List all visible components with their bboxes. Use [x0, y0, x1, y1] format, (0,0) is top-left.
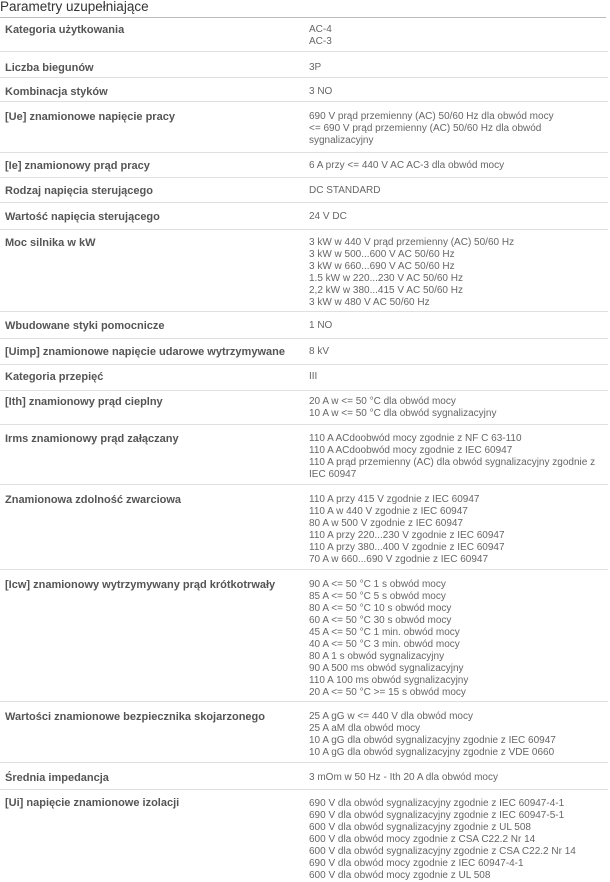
param-row-ie	[0, 154, 608, 178]
param-value: 600 V dla obwód sygnalizacyjny zgodnie z UL 508	[309, 822, 531, 833]
param-values	[309, 24, 607, 48]
param-values	[309, 185, 607, 197]
param-value: 3 kW w 660...690 V AC 50/60 Hz	[309, 261, 455, 272]
param-value: 85 A <= 50 °C 5 s obwód mocy	[309, 591, 446, 602]
param-value: 690 V dla obwód sygnalizacyjny zgodnie z IEC 60947-5-1	[309, 810, 565, 821]
param-row-control-voltage-type	[0, 180, 608, 203]
param-value: 90 A <= 50 °C 1 s obwód mocy	[309, 579, 446, 590]
param-label: Liczba biegunów	[5, 62, 94, 74]
param-value: 90 A 500 ms obwód sygnalizacyjny	[309, 663, 464, 674]
param-row-irms	[0, 426, 608, 485]
param-value: AC-4	[309, 24, 332, 35]
param-row-fuse-ratings	[0, 704, 608, 763]
param-label: Znamionowa zdolność zwarciowa	[5, 494, 182, 506]
param-value: 10 A gG dla obwód sygnalizacyjny zgodnie z IEC 60947	[309, 735, 556, 746]
param-value: 600 V dla obwód mocy zgodnie z CSA C22.2 Nr 14	[309, 834, 536, 845]
param-row-poles	[0, 56, 608, 78]
param-label: Rodzaj napięcia sterującego	[5, 185, 153, 197]
param-values	[309, 111, 569, 147]
param-values	[309, 494, 607, 566]
param-values	[309, 86, 607, 98]
param-values	[309, 237, 607, 309]
param-values	[309, 772, 607, 784]
param-row-ith	[0, 392, 608, 425]
param-label: [Uimp] znamionowe napięcie udarowe wytrzymywane	[5, 346, 285, 358]
param-value: 690 V prąd przemienny (AC) 50/60 Hz dla obwód mocy	[309, 111, 554, 122]
param-value: 6 A przy <= 440 V AC AC-3 dla obwód mocy	[309, 160, 505, 171]
param-values	[309, 211, 607, 223]
param-value: 3 kW w 440 V prąd przemienny (AC) 50/60 Hz	[309, 237, 515, 248]
param-row-impedance	[0, 765, 608, 790]
param-row-control-voltage-value	[0, 205, 608, 230]
param-value: 60 A <= 50 °C 30 s obwód mocy	[309, 615, 452, 626]
param-row-motor-power	[0, 231, 608, 312]
param-value: 25 A gG w <= 440 V dla obwód mocy	[309, 711, 473, 722]
param-value: 10 A w <= 50 °C dla obwód sygnalizacyjny	[309, 408, 497, 419]
param-value: 80 A 1 s obwód sygnalizacyjny	[309, 651, 445, 662]
param-label: Średnia impedancja	[5, 772, 109, 784]
param-value: 3 NO	[309, 86, 333, 97]
param-value: 3 kW w 480 V AC 50/60 Hz	[309, 297, 430, 308]
param-value: 24 V DC	[309, 211, 347, 222]
param-value: <= 690 V prąd przemienny (AC) 50/60 Hz dla obwód sygnalizacyjny	[309, 123, 542, 146]
param-values	[309, 320, 607, 332]
param-row-icw	[0, 572, 608, 702]
param-value: 45 A <= 50 °C 1 min. obwód mocy	[309, 627, 460, 638]
param-value: 8 kV	[309, 346, 330, 357]
param-value: 40 A <= 50 °C 3 min. obwód mocy	[309, 639, 460, 650]
param-value: 70 A w 660...690 V zgodnie z IEC 60947	[309, 554, 489, 565]
param-row-ue	[0, 104, 608, 153]
param-value: 110 A przy 380...400 V zgodnie z IEC 60947	[309, 542, 505, 553]
param-row-contacts	[0, 80, 608, 102]
param-value: 690 V dla obwód sygnalizacyjny zgodnie z IEC 60947-4-1	[309, 798, 565, 809]
param-value: 3 kW w 500...600 V AC 50/60 Hz	[309, 249, 455, 260]
param-value: 20 A w <= 50 °C dla obwód mocy	[309, 396, 456, 407]
param-row-overvoltage-category	[0, 366, 608, 391]
param-value: AC-3	[309, 36, 332, 47]
param-value: 3P	[309, 62, 322, 73]
param-label: [Ie] znamionowy prąd pracy	[5, 160, 150, 172]
param-value: 110 A ACdoobwód mocy zgodnie z IEC 60947	[309, 445, 513, 456]
param-label: [Ue] znamionowe napięcie pracy	[5, 111, 175, 123]
param-value: 110 A w 440 V zgodnie z IEC 60947	[309, 506, 468, 517]
param-values	[309, 711, 607, 759]
param-values	[309, 160, 607, 172]
param-value: 600 V dla obwód sygnalizacyjny zgodnie z CSA C22.2 Nr 14	[309, 846, 576, 857]
param-value: 110 A 100 ms obwód sygnalizacyjny	[309, 675, 469, 686]
param-row-category	[0, 21, 608, 52]
param-value: 20 A <= 50 °C >= 15 s obwód mocy	[309, 687, 466, 698]
param-value: 80 A w 500 V zgodnie z IEC 60947	[309, 518, 463, 529]
param-label: Wartości znamionowe bezpiecznika skojarzonego	[5, 711, 265, 723]
param-values	[309, 346, 607, 358]
param-value: 690 V dla obwód mocy zgodnie z IEC 60947-4-1	[309, 858, 524, 869]
param-label: Kombinacja styków	[5, 86, 108, 98]
param-label: [Icw] znamionowy wytrzymywany prąd krótkotrwały	[5, 579, 276, 591]
param-row-breaking-capacity	[0, 487, 608, 570]
param-values	[309, 798, 607, 882]
param-values	[309, 396, 607, 420]
param-value: 110 A przy 415 V zgodnie z IEC 60947	[309, 494, 480, 505]
param-value: DC STANDARD	[309, 185, 381, 196]
param-label: Wartość napięcia sterującego	[5, 211, 160, 223]
section-title: Parametry uzupełniające	[0, 0, 606, 18]
param-value: 80 A <= 50 °C 10 s obwód mocy	[309, 603, 452, 614]
param-value: 2,2 kW w 380...415 V AC 50/60 Hz	[309, 285, 463, 296]
param-label: Kategoria przepięć	[5, 371, 104, 383]
param-value: 600 V dla obwód mocy zgodnie z UL 508	[309, 870, 491, 881]
param-values	[309, 579, 607, 699]
param-label: [Ui] napięcie znamionowe izolacji	[5, 797, 180, 809]
param-value: 10 A gG dla obwód sygnalizacyjny zgodnie z VDE 0660	[309, 747, 555, 758]
param-value: 3 mOm w 50 Hz - Ith 20 A dla obwód mocy	[309, 772, 498, 783]
param-label: Wbudowane styki pomocnicze	[5, 320, 165, 332]
param-row-aux-contacts	[0, 314, 608, 339]
param-label: [Ith] znamionowy prąd cieplny	[5, 396, 163, 408]
param-value: 110 A ACdoobwód mocy zgodnie z NF C 63-110	[309, 433, 522, 444]
param-value: 110 A prąd przemienny (AC) dla obwód sygnalizacyjny zgodnie z IEC 60947	[309, 457, 596, 480]
param-values	[309, 62, 607, 74]
param-value: 1.5 kW w 220...230 V AC 50/60 Hz	[309, 273, 463, 284]
param-value: 110 A przy 220...230 V zgodnie z IEC 60947	[309, 530, 505, 541]
param-values	[309, 433, 607, 481]
param-value: 1 NO	[309, 320, 333, 331]
param-label: Kategoria użytkowania	[5, 24, 125, 36]
param-row-uimp	[0, 340, 608, 365]
param-label: Moc silnika w kW	[5, 237, 96, 249]
param-label: Irms znamionowy prąd załączany	[5, 433, 179, 445]
param-value: III	[309, 371, 318, 382]
param-row-ui	[0, 792, 608, 881]
param-value: 25 A aM dla obwód mocy	[309, 723, 421, 734]
param-values	[309, 371, 607, 383]
